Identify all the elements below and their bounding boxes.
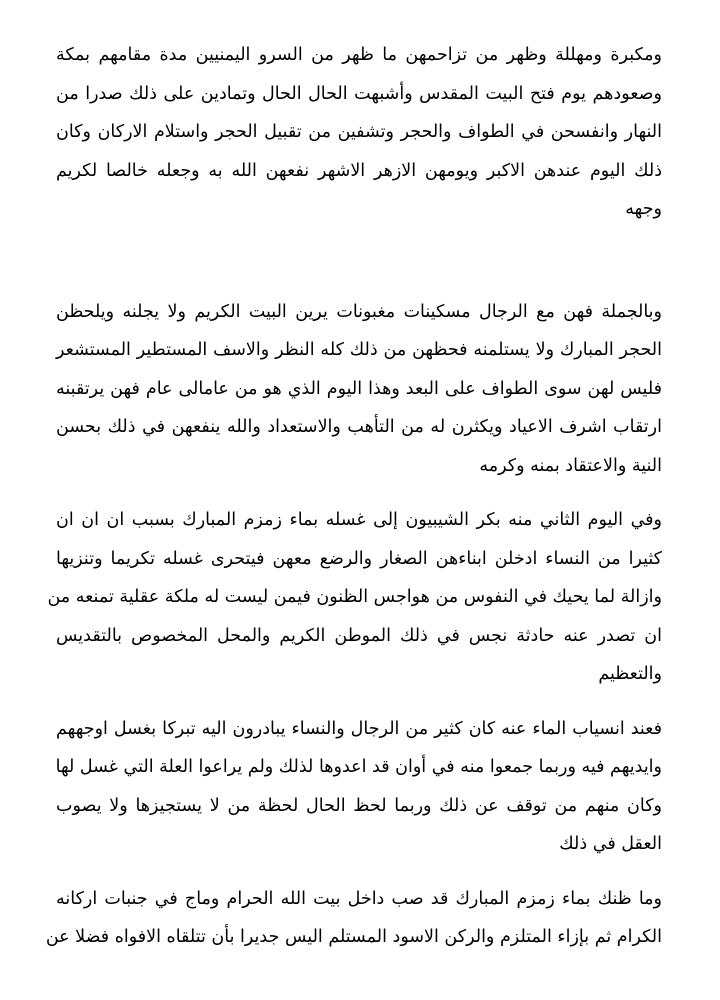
text-line: وبالجملة فهن مع الرجال مسكينات مغبونات يرين البيت الكريم ولا يجلنه ويلحظن xyxy=(56,301,662,322)
text-line: النهار وانفسحن في الطواف والحجر وتشفين من تقبيل الحجر واستلام الاركان وكان xyxy=(56,122,662,142)
paragraph-1 xyxy=(56,36,662,229)
text-line: الحجر المبارك ولا يستلمنه فحظهن من ذلك كله النظر والاسف المستطير المستشعر xyxy=(56,340,662,360)
text-line: وصعودهم يوم فتح البيت المقدس وأشبهت الحال الحال وتمادين على ذلك صدرا من xyxy=(56,83,662,104)
text-line: ارتقاب اشرف الاعياد ويكثرن له من التأهب والاستعداد والله ينفعهن في ذلك بحسن xyxy=(56,417,662,437)
paragraph-spacer xyxy=(56,694,662,710)
paragraph-4 xyxy=(56,710,662,864)
text-line: العقل في ذلك xyxy=(559,834,662,854)
text-line: والتعظيم xyxy=(598,664,662,684)
text-line: فليس لهن سوى الطواف على البعد وهذا اليوم الذي هو من عامالى عام فهن يرتقبنه xyxy=(56,378,662,399)
paragraph-spacer xyxy=(56,864,662,880)
text-line: ومكبرة ومهللة وظهر من تزاحمهن ما ظهر من السرو اليمنيين مدة مقامهم بمكة xyxy=(56,45,662,65)
text-line: وايديهم فيه وربما جمعوا منه في أوان قد اعدوها لذلك ولم يراعوا العلة التي غسل لها xyxy=(55,757,662,777)
text-line: وما ظنك بماء زمزم المبارك قد صب داخل بيت الله الحرام وماج في جنبات اركانه xyxy=(56,888,662,909)
text-line: وفي اليوم الثاني منه بكر الشيبيون إلى غسله بماء زمزم المبارك بسبب ان ان ان xyxy=(56,510,662,530)
text-line: ذلك اليوم عندهن الاكبر ويومهن الازهر الاشهر نفعهن الله به وجعله خالصا لكريم xyxy=(56,160,662,181)
text-line: وكان منهم من توقف عن ذلك وربما لحظ الحال لحظة من لا يستجيزها ولا يصوب xyxy=(56,795,662,816)
text-line: ان تصدر عنه حادثة نجس في ذلك الموطن الكريم والمحل المخصوص بالتقديس xyxy=(56,625,662,646)
text-line: وجهه xyxy=(625,199,662,219)
text-line: وازالة لما يحيك في النفوس من هواجس الظنون فيمن ليست له ملكة عقلية تمنعه من xyxy=(47,587,662,607)
text-line: فعند انسياب الماء عنه كان كثير من الرجال والنساء يبادرون اليه تبركا بغسل اوجههم xyxy=(56,718,662,739)
paragraph-5 xyxy=(45,880,662,957)
text-line: النية والاعتقاد بمنه وكرمه xyxy=(479,455,662,476)
paragraph-spacer xyxy=(56,485,662,501)
paragraph-2 xyxy=(56,293,662,486)
text-line: الكرام ثم بإزاء المتلزم والركن الاسود المستلم اليس جديرا بأن تتلقاه الافواه فضلا عن xyxy=(45,927,662,947)
paragraph-3 xyxy=(47,501,662,694)
text-line: كثيرا من النساء ادخلن ابناءهن الصغار والرضع معهن فيتحرى غسله تكريما وتنزيها xyxy=(56,548,662,569)
paragraph-spacer xyxy=(56,229,662,293)
